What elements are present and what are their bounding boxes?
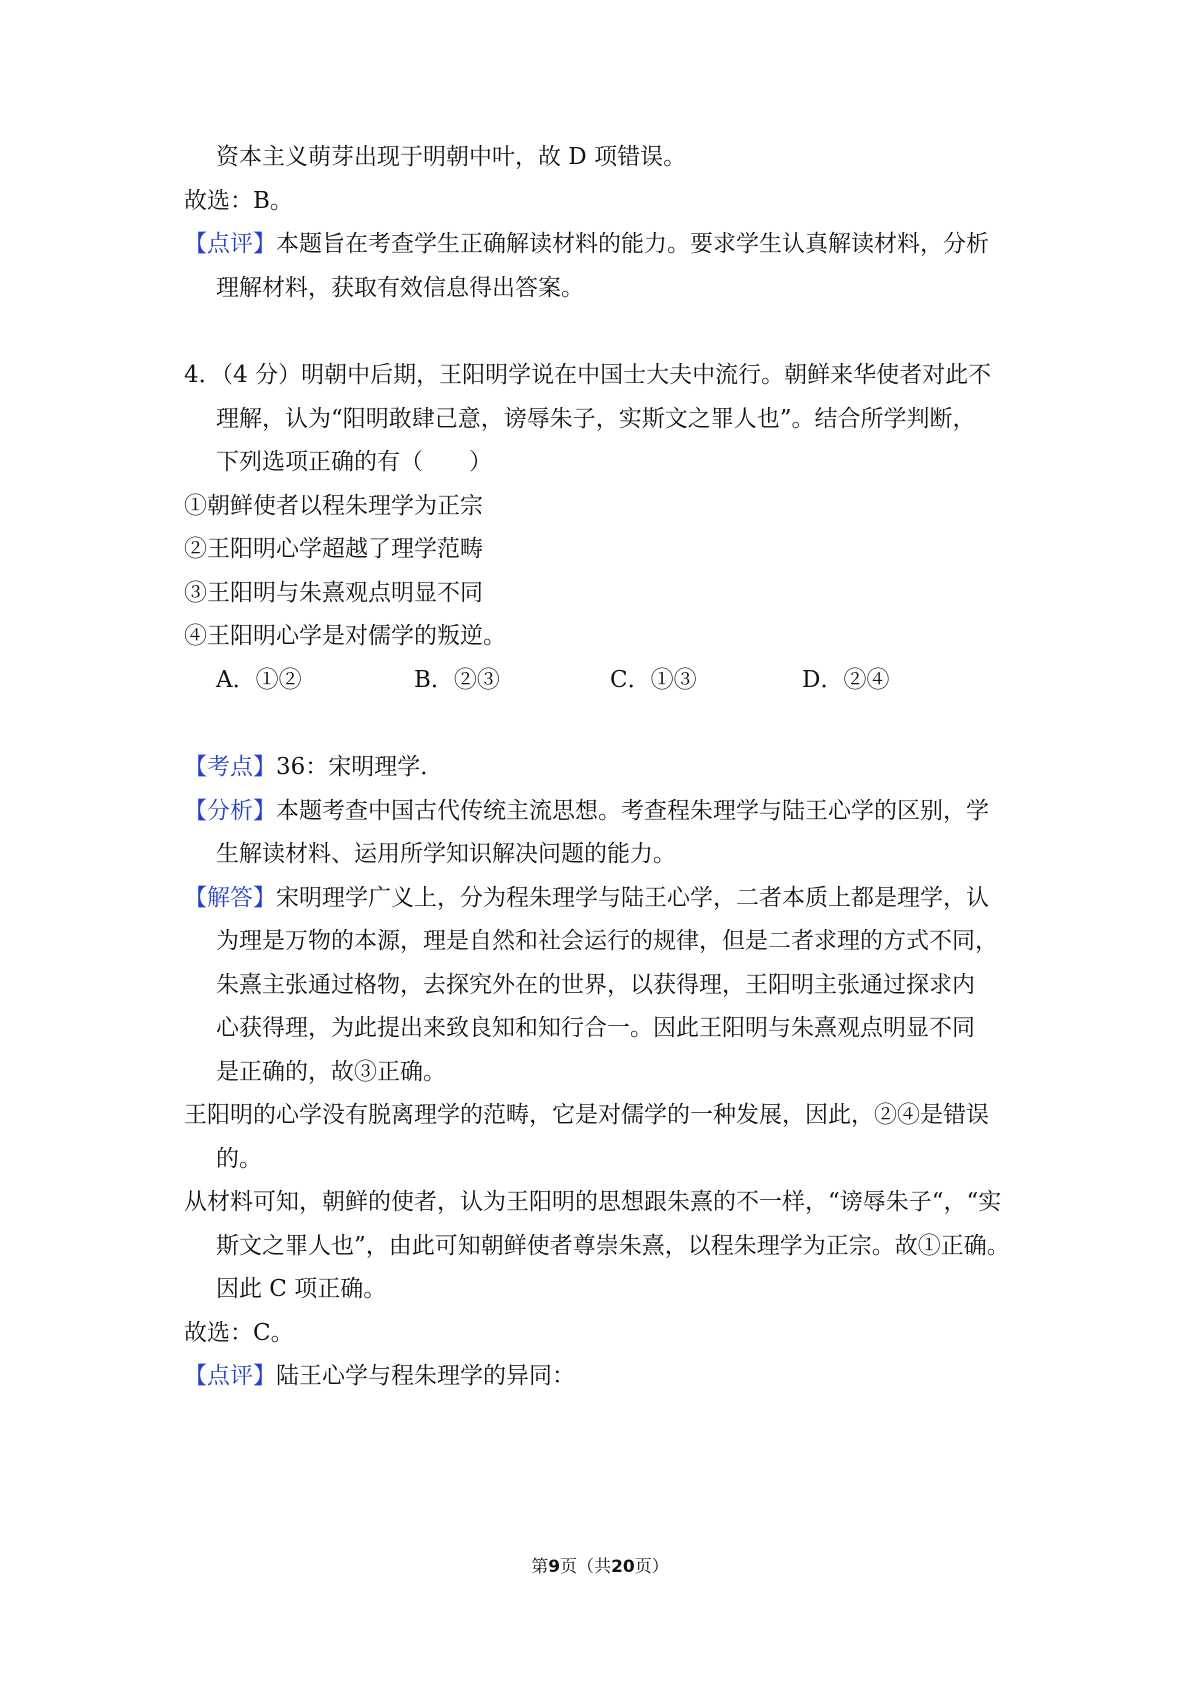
prev-analysis-line: 资本主义萌芽出现于明朝中叶，故 D 项错误。 [216, 144, 687, 170]
question-stem-line3: 下列选项正确的有（ ） [216, 449, 492, 475]
option-a: A．①② [216, 667, 302, 693]
jieda-heading: 【解答】 [184, 885, 276, 911]
fenxi-line2: 生解读材料、运用所学知识解决问题的能力。 [216, 841, 676, 867]
dianping-line [184, 1353, 1024, 1400]
option-d: D．②④ [802, 667, 890, 693]
para3-line3: 因此 C 项正确。 [216, 1276, 387, 1302]
fenxi-line1 [184, 788, 1024, 835]
para3-line1: 从材料可知，朝鲜的使者，认为王阳明的思想跟朱熹的不一样，“谤辱朱子“，“实 [184, 1189, 1002, 1215]
page-number: 9 [548, 1557, 561, 1577]
jieda-line1 [184, 875, 1024, 922]
q4-answer: 故选：C。 [184, 1320, 294, 1346]
prev-comment-line2: 理解材料，获取有效信息得出答案。 [216, 275, 584, 301]
statement-item: ①朝鲜使者以程朱理学为正宗 [184, 493, 483, 519]
prev-comment-line1 [184, 221, 1024, 268]
kaodian-text: 36：宋明理学． [276, 754, 444, 780]
jieda-line4: 心获得理，为此提出来致良知和知行合一。因此王阳明与朱熹观点明显不同 [216, 1015, 975, 1041]
footer-suffix: 页） [634, 1557, 669, 1577]
option-b: B．②③ [414, 667, 500, 693]
para2-line2: 的。 [216, 1146, 262, 1172]
comment-heading: 【点评】 [184, 231, 276, 257]
dianping-text: 陆王心学与程朱理学的异同： [276, 1363, 575, 1389]
option-c: C．①③ [610, 667, 697, 693]
total-pages: 20 [611, 1557, 635, 1577]
jieda-line2: 为理是万物的本源，理是自然和社会运行的规律，但是二者求理的方式不同， [216, 928, 998, 954]
footer-prefix: 第 [531, 1557, 549, 1577]
statement-item: ②王阳明心学超越了理学范畴 [184, 536, 483, 562]
question-stem-line1: 4．（4 分）明朝中后期，王阳明学说在中国士大夫中流行。朝鲜来华使者对此不 [184, 362, 992, 388]
fenxi-text: 本题考查中国古代传统主流思想。考查程朱理学与陆王心学的区别，学 [276, 798, 989, 824]
answer-options [216, 657, 1056, 704]
jieda-line5: 是正确的，故③正确。 [216, 1059, 446, 1085]
comment-text: 本题旨在考查学生正确解读材料的能力。要求学生认真解读材料，分析 [276, 231, 989, 257]
kaodian-heading: 【考点】 [184, 754, 276, 780]
kaodian-line [184, 744, 1024, 791]
page-footer [0, 1555, 1200, 1579]
para2-line1: 王阳明的心学没有脱离理学的范畴，它是对儒学的一种发展，因此，②④是错误 [184, 1102, 989, 1128]
statement-item: ④王阳明心学是对儒学的叛逆。 [184, 623, 506, 649]
jieda-line3: 朱熹主张通过格物，去探究外在的世界，以获得理，王阳明主张通过探求内 [216, 972, 975, 998]
question-stem-line2: 理解，认为“阳明敢肆己意，谤辱朱子，实斯文之罪人也”。结合所学判断， [216, 406, 976, 432]
dianping-heading: 【点评】 [184, 1363, 276, 1389]
para3-line2: 斯文之罪人也”，由此可知朝鲜使者尊崇朱熹，以程朱理学为正宗。故①正确。 [216, 1233, 1010, 1259]
statement-item: ③王阳明与朱熹观点明显不同 [184, 580, 483, 606]
fenxi-heading: 【分析】 [184, 798, 276, 824]
prev-answer: 故选：B。 [184, 188, 293, 214]
jieda-text: 宋明理学广义上，分为程朱理学与陆王心学，二者本质上都是理学，认 [276, 885, 989, 911]
footer-middle: 页（共 [560, 1557, 612, 1577]
